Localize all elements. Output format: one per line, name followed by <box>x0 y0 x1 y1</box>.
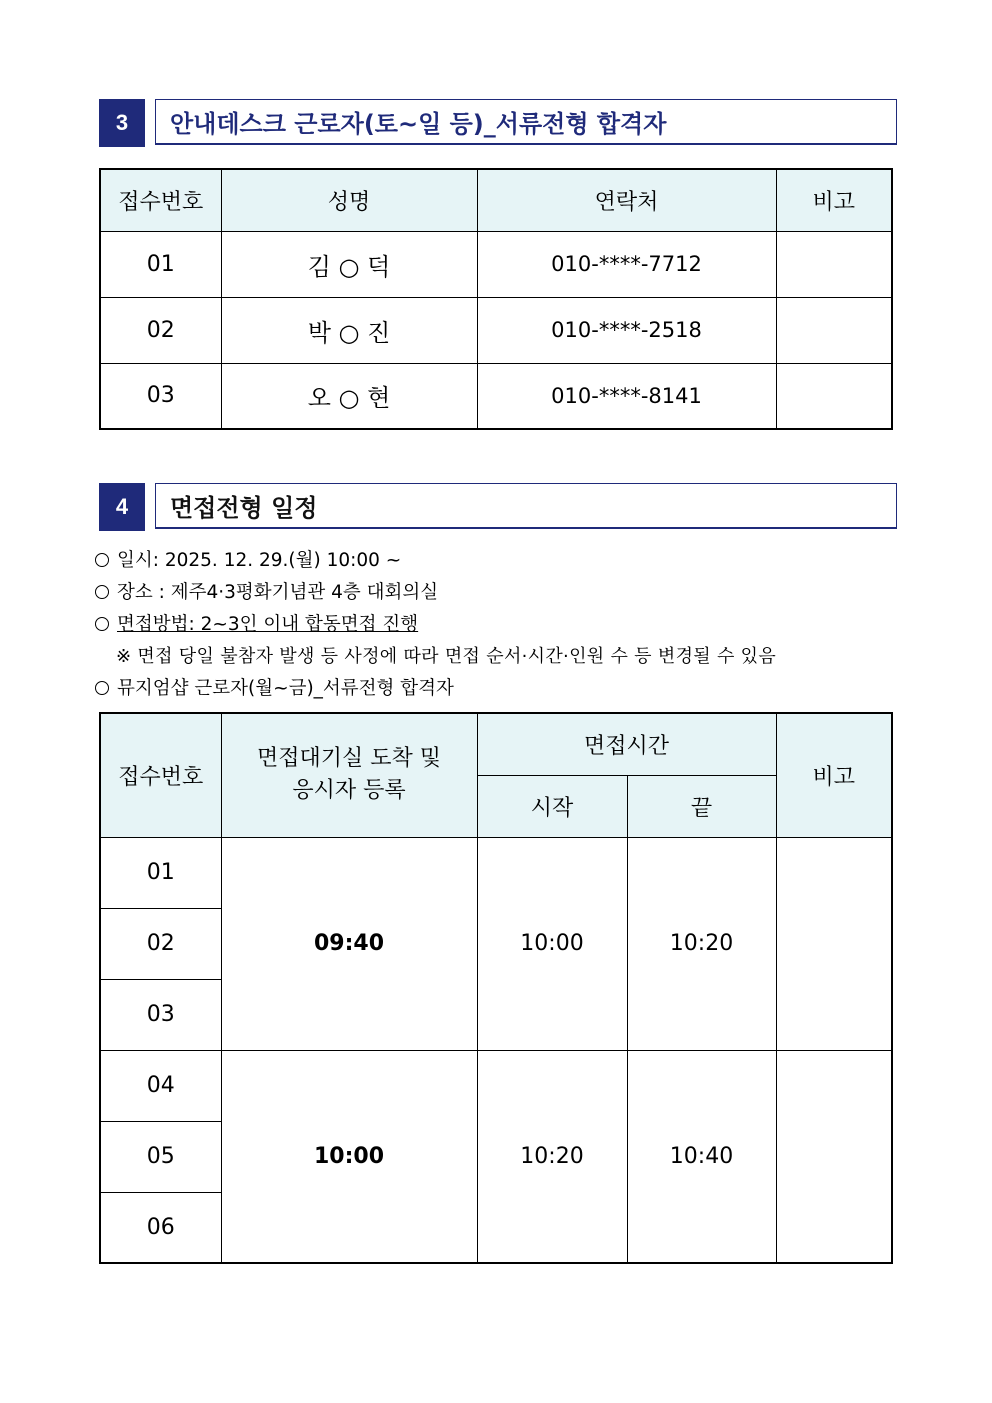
header-no: 접수번호 <box>100 713 221 837</box>
cell-note <box>776 837 892 1050</box>
cell-no: 03 <box>100 979 221 1050</box>
header-arrival: 면접대기실 도착 및 응시자 등록 <box>221 713 477 837</box>
interview-schedule-table <box>99 712 893 1264</box>
cell-name: 오 ○ 현 <box>221 363 477 429</box>
section-3-title: 안내데스크 근로자(토~일 등)_서류전형 합격자 <box>155 99 897 145</box>
section-4-header <box>99 483 897 531</box>
group-text: 뮤지엄샵 근로자(월~금)_서류전형 합격자 <box>117 678 454 699</box>
place-line <box>95 578 438 604</box>
cell-note <box>776 363 892 429</box>
circle-bullet-icon <box>95 681 109 695</box>
header-contact: 연락처 <box>477 169 776 231</box>
table-row <box>100 1050 892 1121</box>
table-header-row <box>100 713 892 775</box>
header-name: 성명 <box>221 169 477 231</box>
method-text: 면접방법: 2~3인 이내 합동면접 진행 <box>117 614 419 635</box>
cell-no: 06 <box>100 1192 221 1263</box>
table-header-row <box>100 169 892 231</box>
header-start: 시작 <box>477 775 627 837</box>
header-note: 비고 <box>776 713 892 837</box>
circle-bullet-icon <box>95 585 109 599</box>
document-pass-table <box>99 168 893 430</box>
table-row <box>100 231 892 297</box>
section-3-header <box>99 99 897 147</box>
header-interview-time: 면접시간 <box>477 713 776 775</box>
cell-end: 10:20 <box>627 837 776 1050</box>
notice-line: ※ 면접 당일 불참자 발생 등 사정에 따라 면접 순서·시간·인원 수 등 변경될 수 있음 <box>116 646 777 667</box>
section-3-number: 3 <box>99 99 145 147</box>
cell-no: 01 <box>100 837 221 908</box>
cell-no: 04 <box>100 1050 221 1121</box>
method-line <box>95 610 418 636</box>
table-row <box>100 363 892 429</box>
cell-arrival: 09:40 <box>221 837 477 1050</box>
circle-bullet-icon <box>95 553 109 567</box>
table-row <box>100 837 892 908</box>
cell-end: 10:40 <box>627 1050 776 1263</box>
place-text: 장소 : 제주4·3평화기념관 4층 대회의실 <box>117 582 439 603</box>
section-4-title: 면접전형 일정 <box>155 483 897 529</box>
cell-contact: 010-****-7712 <box>477 231 776 297</box>
cell-note <box>776 231 892 297</box>
cell-contact: 010-****-2518 <box>477 297 776 363</box>
section-4-number: 4 <box>99 483 145 531</box>
cell-no: 02 <box>100 908 221 979</box>
cell-no: 02 <box>100 297 221 363</box>
cell-no: 05 <box>100 1121 221 1192</box>
header-end: 끝 <box>627 775 776 837</box>
cell-no: 03 <box>100 363 221 429</box>
circle-bullet-icon <box>95 617 109 631</box>
datetime-line <box>95 546 401 572</box>
datetime-text: 일시: 2025. 12. 29.(월) 10:00 ~ <box>117 550 402 571</box>
header-no: 접수번호 <box>100 169 221 231</box>
cell-note <box>776 1050 892 1263</box>
table-row <box>100 297 892 363</box>
cell-start: 10:20 <box>477 1050 627 1263</box>
cell-arrival: 10:00 <box>221 1050 477 1263</box>
header-note: 비고 <box>776 169 892 231</box>
group-line <box>95 674 454 700</box>
cell-contact: 010-****-8141 <box>477 363 776 429</box>
cell-no: 01 <box>100 231 221 297</box>
cell-name: 박 ○ 진 <box>221 297 477 363</box>
cell-note <box>776 297 892 363</box>
cell-name: 김 ○ 덕 <box>221 231 477 297</box>
cell-start: 10:00 <box>477 837 627 1050</box>
